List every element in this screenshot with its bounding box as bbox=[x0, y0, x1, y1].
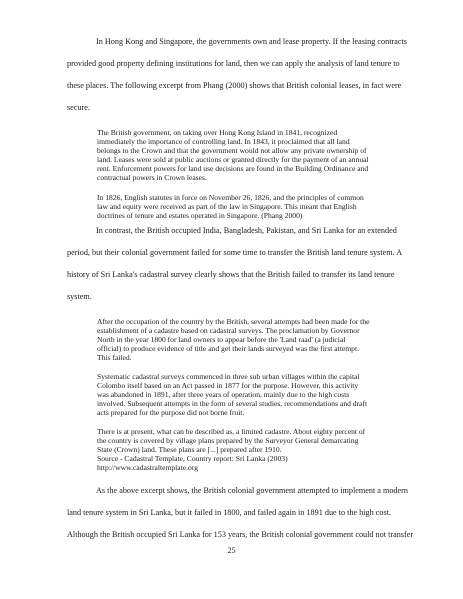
text-line: In Hong Kong and Singapore, the governments own and lease property. If the leasing contracts bbox=[96, 37, 407, 46]
quote-line: After the occupation of the country by the British, several attempts had been made for the bbox=[97, 317, 370, 326]
text-line: history of Sri Lanka's cadastral survey clearly shows that the British failed to transfer its land tenure bbox=[67, 270, 395, 279]
paragraph-british-occupation bbox=[67, 226, 419, 314]
quote-line: In 1826, English statutes in force on November 26, 1826, and the principles of common bbox=[97, 193, 364, 202]
text-line: secure. bbox=[67, 103, 90, 112]
block-quote-systematic-surveys bbox=[97, 372, 417, 417]
quote-line: official) to produce evidence of title and get their lands surveyed was the first attempt. bbox=[97, 344, 359, 354]
quote-line: was abandoned in 1891, after three years of operation, mainly due to the high costs bbox=[97, 390, 350, 400]
text-line: land tenure system in Sri Lanka, but it failed in 1800, and failed again in 1891 due to the high cost. bbox=[67, 508, 392, 517]
source-url: http://www.cadastraltemplate.org bbox=[97, 463, 199, 473]
block-quote-limited-cadastre bbox=[97, 427, 417, 472]
quote-line: involved. Subsequent attempts in the form of several studies, recommendations and draft bbox=[97, 399, 368, 409]
text-line: these places. The following excerpt from Phang (2000) shows that British colonial leases, in fact were bbox=[67, 81, 402, 90]
source-citation: Source - Cadastral Template, Country report: Sri Lanka (2003) bbox=[97, 454, 288, 464]
paragraph-excerpt-conclusion bbox=[67, 486, 419, 552]
text-line: provided good property defining institutions for land, then we can apply the analysis of land tenure to bbox=[67, 59, 400, 68]
quote-line: North in the year 1800 for land owners to appear before the 'Land raad' (a judicial bbox=[97, 335, 346, 345]
quote-line: rent. Enforcement powers for land use decisions are found in the Building Ordinance and bbox=[97, 164, 369, 174]
paragraph-hong-kong-singapore bbox=[67, 37, 419, 125]
block-quote-cadastre-attempts bbox=[97, 317, 417, 362]
quote-line: State (Crown) land. These plans are [...] prepared after 1910. bbox=[97, 445, 282, 455]
block-quote-singapore bbox=[97, 193, 417, 220]
quote-line: doctrines of tenure and estates operated in Singapore. (Phang 2000) bbox=[97, 211, 303, 221]
text-line: In contrast, the British occupied India, Bangladesh, Pakistan, and Sri Lanka for an extended bbox=[96, 226, 397, 235]
text-line: system. bbox=[67, 292, 92, 301]
quote-line: belongs to the Crown and that the government would not allow any private ownership of bbox=[97, 146, 367, 156]
quote-line: acts prepared for the purpose did not borne fruit. bbox=[97, 408, 245, 418]
text-line: period, but their colonial government failed for some time to transfer the British land tenure system. A bbox=[67, 248, 403, 257]
quote-line: Colombo itself based on an Act passed in 1877 for the purpose. However, this activity bbox=[97, 381, 359, 391]
quote-line: law and equity were received as part of the law in Singapore. This meant that English bbox=[97, 202, 357, 212]
quote-line: This failed. bbox=[97, 353, 132, 363]
quote-line: the country is covered by village plans prepared by the Surveyor General demarcating bbox=[97, 436, 359, 446]
quote-line: establishment of a cadastre based on cadastral surveys. The proclamation by Governor bbox=[97, 326, 360, 336]
block-quote-hong-kong bbox=[97, 128, 417, 183]
text-line: Although the British occupied Sri Lanka for 153 years, the British colonial government could not transfer bbox=[67, 530, 414, 539]
quote-line: Systematic cadastral surveys commenced in three sub urban villages within the capital bbox=[97, 372, 360, 381]
quote-line: The British government, on taking over Hong Kong Island in 1841, recognized bbox=[97, 128, 338, 137]
quote-line: contractual powers in Crown leases. bbox=[97, 173, 207, 183]
page-number: 25 bbox=[227, 546, 236, 555]
quote-line: There is at present, what can be described as, a limited cadastre. About eighty percent of bbox=[97, 427, 366, 436]
text-line: As the above excerpt shows, the British colonial government attempted to implement a modern bbox=[96, 486, 408, 495]
quote-line: land. Leases were sold at public auctions or granted directly for the payment of an annual bbox=[97, 155, 369, 165]
quote-line: immediately the importance of controlling land. In 1843, it proclaimed that all land bbox=[97, 137, 350, 147]
